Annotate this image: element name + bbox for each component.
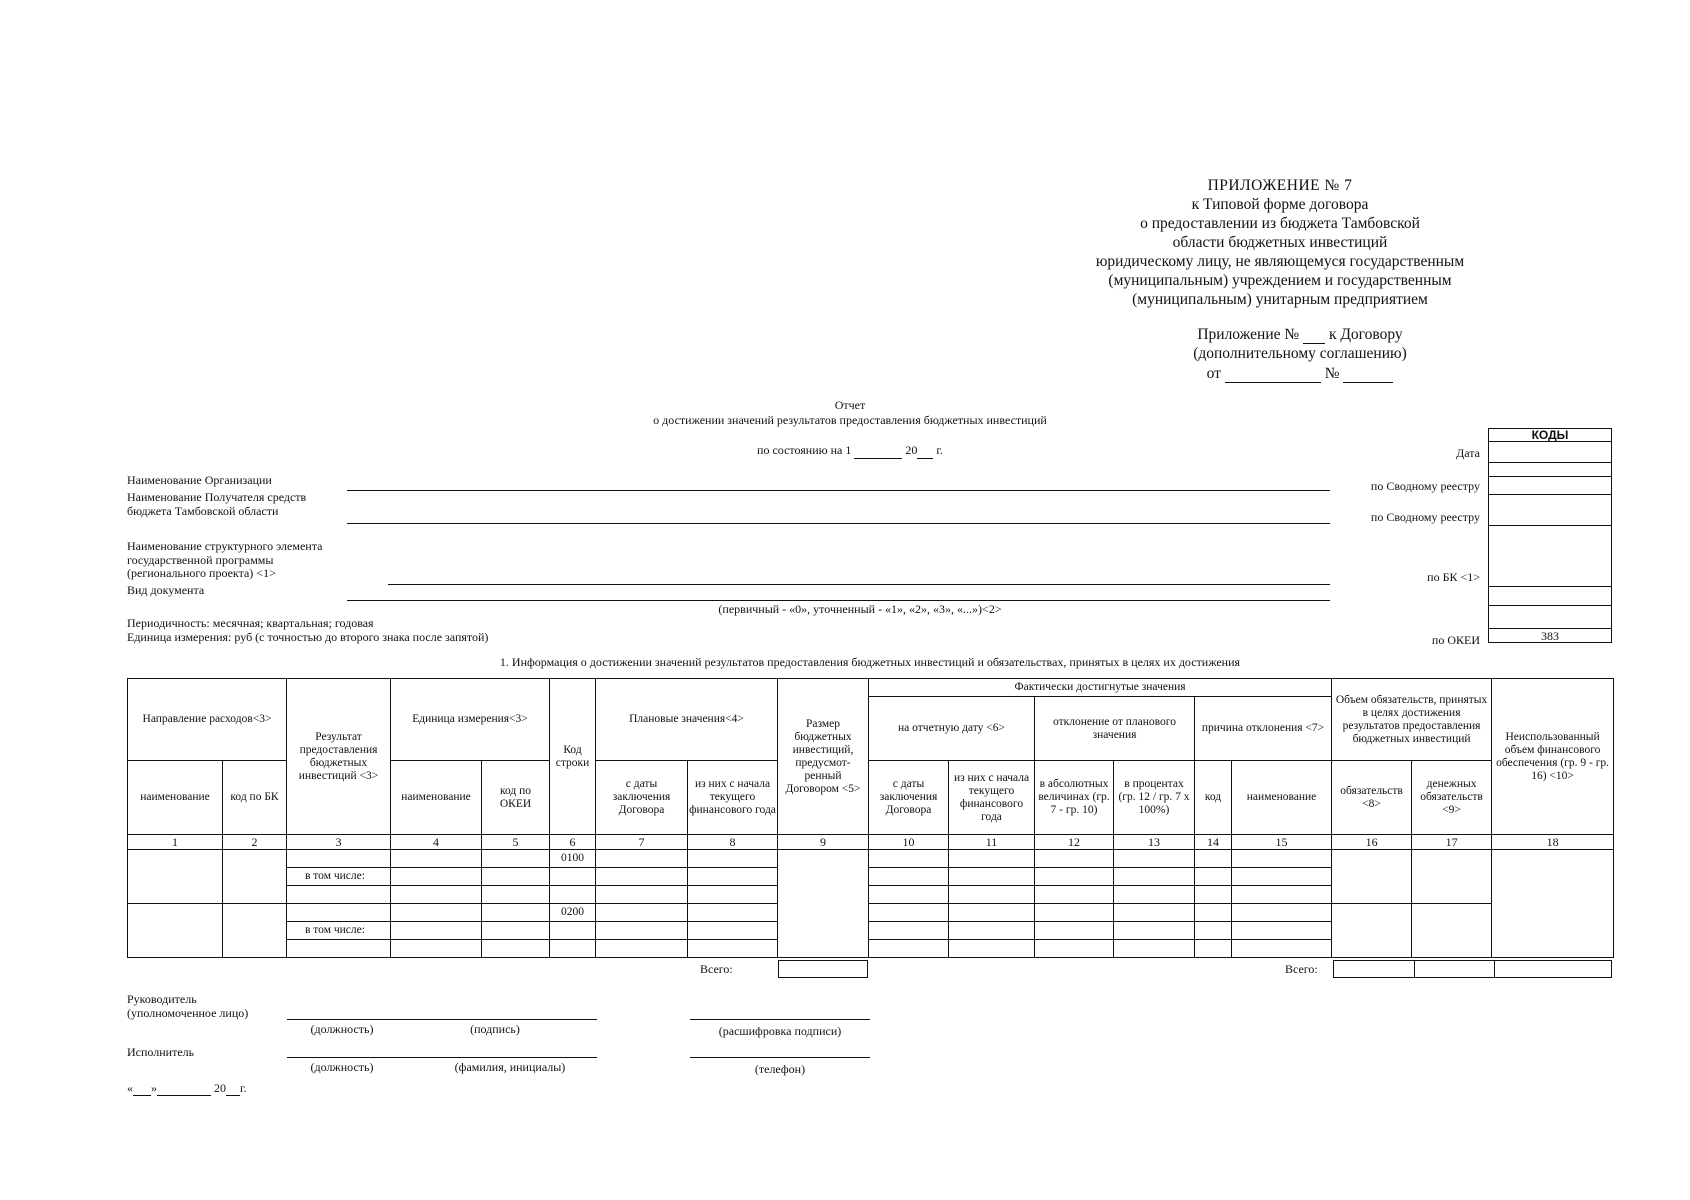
th-obligations: Объем обязательств, принятых в целях достижения результатов предоставления бюджетных инвестиций (1332, 679, 1492, 761)
as-of-year-prefix: 20 (905, 443, 918, 457)
as-of-month-field[interactable] (854, 443, 902, 459)
cell-value[interactable] (1195, 904, 1232, 922)
cell-value[interactable] (1232, 940, 1332, 958)
header-line: (муниципальным) унитарным предприятием (1132, 291, 1428, 308)
cell-value[interactable] (688, 940, 778, 958)
header-line: (муниципальным) учреждением и государственным (1108, 272, 1452, 289)
executor-sign-line[interactable] (287, 1057, 597, 1058)
column-numbers-row (128, 835, 1614, 850)
sign-date: « » 20 г. (127, 1081, 247, 1095)
doc-type-label: Вид документа (127, 583, 205, 597)
code-divider (1488, 605, 1612, 606)
cell-value[interactable] (596, 850, 688, 868)
appendix-header (1080, 176, 1480, 309)
cell-value[interactable] (1035, 868, 1114, 886)
header-line: к Типовой форме договора (1191, 196, 1369, 213)
cell-value[interactable] (869, 904, 949, 922)
signature-caption: (подпись) (470, 1022, 520, 1036)
date-month-field[interactable] (157, 1081, 211, 1096)
cell-value[interactable] (1035, 922, 1114, 940)
cell-value[interactable] (596, 886, 688, 904)
cell-value[interactable] (688, 904, 778, 922)
head-decoding-line[interactable] (690, 1019, 870, 1020)
cell-oblig[interactable] (1332, 904, 1412, 958)
report-title-block (600, 398, 1100, 428)
column-number: 17 (1412, 835, 1492, 850)
column-number: 9 (778, 835, 869, 850)
code-divider (1488, 586, 1612, 587)
okei-code-value: 383 (1541, 629, 1559, 643)
th-unused: Неиспользованный объем финансового обеспечения (гр. 9 - гр. 16) <10> (1492, 679, 1614, 835)
unit-label: Единица измерения: руб (с точностью до второго знака после запятой) (127, 630, 489, 644)
cell-value[interactable] (596, 940, 688, 958)
cell-value[interactable] (1114, 904, 1195, 922)
periodicity-label: Периодичность: месячная; квартальная; годовая (127, 616, 374, 630)
recipient-label: Наименование Получателя средств бюджета Тамбовской области (127, 490, 307, 518)
head-sign-line[interactable] (287, 1019, 597, 1020)
cell-value[interactable] (1114, 922, 1195, 940)
results-table (127, 678, 1614, 958)
column-number: 4 (391, 835, 482, 850)
th-direction: Направление расходов<3> (128, 679, 287, 761)
cell-line-code: 0100 (550, 850, 596, 868)
cell-value[interactable] (949, 850, 1035, 868)
position-caption-2: (должность) (310, 1060, 374, 1074)
column-number: 15 (1232, 835, 1332, 850)
cell-value[interactable] (1195, 868, 1232, 886)
cell-value[interactable] (1195, 922, 1232, 940)
column-number: 3 (287, 835, 391, 850)
as-of-label: по состоянию на 1 (757, 443, 852, 457)
cell-unit-name[interactable] (391, 850, 482, 868)
report-title: Отчет (834, 398, 866, 412)
th-actual: Фактически достигнутые значения (869, 679, 1332, 697)
cell-line-code: 0200 (550, 904, 596, 922)
appendix-no-label: № (1324, 365, 1340, 382)
org-name-field[interactable] (347, 490, 1330, 491)
report-subtitle: о достижении значений результатов предоставления бюджетных инвестиций (653, 413, 1047, 427)
including-label: в том числе: (287, 868, 391, 886)
including-label: в том числе: (287, 922, 391, 940)
cell-value[interactable] (1232, 904, 1332, 922)
cell-value[interactable] (949, 904, 1035, 922)
column-number: 5 (482, 835, 550, 850)
th-reason-name: наименование (1232, 761, 1332, 835)
th-deviation-abs: в абсолютных величинах (гр. 7 - гр. 10) (1035, 761, 1114, 835)
cell-value[interactable] (1114, 850, 1195, 868)
cell-value[interactable] (869, 940, 949, 958)
cell-unused[interactable] (1492, 850, 1614, 958)
code-divider (1488, 525, 1612, 526)
cell-investment-size[interactable] (778, 850, 869, 958)
column-number: 7 (596, 835, 688, 850)
th-unit-okei: код по ОКЕИ (482, 761, 550, 835)
codes-header: КОДЫ (1488, 428, 1612, 442)
cell-money-oblig[interactable] (1412, 850, 1492, 904)
okei-code-label: по ОКЕИ (1431, 633, 1480, 647)
position-caption: (должность) (310, 1022, 374, 1036)
total-label-1: Всего: (700, 962, 733, 976)
org-name-label: Наименование Организации (127, 473, 272, 487)
header-line: юридическому лицу, не являющемуся государственным (1095, 253, 1465, 270)
column-number: 1 (128, 835, 223, 850)
as-of-year-field[interactable] (917, 443, 933, 459)
cell-value[interactable] (1035, 904, 1114, 922)
cell-value[interactable] (1114, 886, 1195, 904)
column-number: 13 (1114, 835, 1195, 850)
svodny-registry-label-1: по Сводному реестру (1370, 479, 1480, 493)
table-row (128, 904, 1614, 922)
struct-element-label: Наименование структурного элемента государственной программы (регионального проекта) <1> (127, 539, 323, 580)
section-1-caption: 1. Информация о достижении значений результатов предоставления бюджетных инвестиций и обязательствах, принятых в целях их достижения (499, 655, 1241, 669)
cell-value[interactable] (596, 904, 688, 922)
head-label: Руководитель (уполномоченное лицо) (127, 992, 249, 1020)
cell-value[interactable] (391, 940, 482, 958)
cell-result[interactable] (287, 904, 391, 922)
column-number: 16 (1332, 835, 1412, 850)
cell-direction-name[interactable] (128, 904, 223, 958)
header-line: о предоставлении из бюджета Тамбовской (1140, 215, 1420, 232)
appendix-date-field[interactable] (1225, 363, 1321, 383)
cell-value[interactable] (596, 868, 688, 886)
code-divider (1488, 476, 1612, 477)
cell-value[interactable] (1232, 886, 1332, 904)
executor-phone-line[interactable] (690, 1057, 870, 1058)
appendix-no-field[interactable] (1343, 363, 1393, 383)
cell-oblig[interactable] (1332, 850, 1412, 904)
executor-label: Исполнитель (127, 1045, 195, 1059)
cell-result[interactable] (287, 850, 391, 868)
column-number: 8 (688, 835, 778, 850)
doc-type-hint: (первичный - «0», уточненный - «1», «2», «3», «...»)<2> (718, 602, 1002, 616)
doc-type-field[interactable] (347, 600, 1330, 601)
column-number: 18 (1492, 835, 1614, 850)
th-result: Результат предоставления бюджетных инвестиций <3> (287, 679, 391, 835)
total-investment-cell[interactable] (778, 960, 868, 978)
cell-value[interactable] (1035, 940, 1114, 958)
svodny-registry-label-2: по Сводному реестру (1370, 510, 1480, 524)
cell-value[interactable] (688, 886, 778, 904)
cell-value[interactable] (482, 922, 550, 940)
cell-value[interactable] (391, 886, 482, 904)
cell-value[interactable] (1035, 850, 1114, 868)
cell-value[interactable] (482, 940, 550, 958)
date-code-label: Дата (1456, 446, 1480, 460)
cell-value[interactable] (1114, 868, 1195, 886)
cell-value[interactable] (1232, 868, 1332, 886)
appendix-contract-label: к Договору (1328, 326, 1403, 343)
cell-value[interactable] (287, 940, 391, 958)
column-number: 12 (1035, 835, 1114, 850)
cell-unit-name[interactable] (391, 904, 482, 922)
cell-value[interactable] (287, 886, 391, 904)
appendix-label: Приложение № (1197, 326, 1300, 343)
th-planned-year: из них с начала текущего финансового года (688, 761, 778, 835)
code-divider (1488, 462, 1612, 463)
th-investment-size: Размер бюджетных инвестиций, предусмот-ренный Договором <5> (778, 679, 869, 835)
cell-value[interactable] (949, 922, 1035, 940)
contract-appendix-block (1160, 324, 1440, 383)
column-number: 6 (550, 835, 596, 850)
appendix-supplement-label: (дополнительному соглашению) (1193, 345, 1407, 362)
cell-value[interactable] (1114, 940, 1195, 958)
date-year-field[interactable] (226, 1081, 240, 1096)
th-deviation: отклонение от планового значения (1035, 697, 1195, 761)
cell-value[interactable] (550, 940, 596, 958)
th-unit-name: наименование (391, 761, 482, 835)
th-direction-name: наименование (128, 761, 223, 835)
recipient-name-field[interactable] (347, 523, 1330, 524)
cell-value[interactable] (391, 922, 482, 940)
appendix-number-field[interactable] (1303, 324, 1325, 344)
cell-money-oblig[interactable] (1412, 904, 1492, 958)
cell-value[interactable] (1195, 940, 1232, 958)
column-number: 2 (223, 835, 287, 850)
th-planned: Плановые значения<4> (596, 679, 778, 761)
cell-value[interactable] (1195, 850, 1232, 868)
cell-value[interactable] (1035, 886, 1114, 904)
th-deviation-pct: в процентах (гр. 12 / гр. 7 х 100%) (1114, 761, 1195, 835)
cell-value[interactable] (482, 886, 550, 904)
cell-value[interactable] (550, 868, 596, 886)
fio-caption: (фамилия, инициалы) (454, 1060, 566, 1074)
cell-value[interactable] (1195, 886, 1232, 904)
header-line: области бюджетных инвестиций (1172, 234, 1388, 251)
cell-value[interactable] (869, 922, 949, 940)
cell-value[interactable] (482, 868, 550, 886)
th-money-oblig: денежных обязательств <9> (1412, 761, 1492, 835)
cell-value[interactable] (869, 886, 949, 904)
th-direction-code: код по БК (223, 761, 287, 835)
total-label-2: Всего: (1285, 962, 1318, 976)
bk-code-label: по БК <1> (1427, 570, 1480, 584)
phone-caption: (телефон) (754, 1062, 806, 1076)
th-unit: Единица измерения<3> (391, 679, 550, 761)
th-reason: причина отклонения <7> (1195, 697, 1332, 761)
cell-direction-name[interactable] (128, 850, 223, 904)
cell-direction-code[interactable] (223, 850, 287, 904)
th-actual-contract: с даты заключения Договора (869, 761, 949, 835)
th-reason-code: код (1195, 761, 1232, 835)
cell-value[interactable] (1232, 850, 1332, 868)
cell-value[interactable] (949, 940, 1035, 958)
as-of-date (700, 443, 1000, 459)
cell-unit-okei[interactable] (482, 850, 550, 868)
cell-value[interactable] (596, 922, 688, 940)
cell-value[interactable] (949, 886, 1035, 904)
cell-value[interactable] (391, 868, 482, 886)
code-divider (1488, 494, 1612, 495)
cell-value[interactable] (949, 868, 1035, 886)
decoding-caption: (расшифровка подписи) (718, 1024, 842, 1038)
th-oblig: обязательств <8> (1332, 761, 1412, 835)
cell-value[interactable] (550, 922, 596, 940)
table-row (128, 850, 1614, 868)
as-of-year-suffix: г. (936, 443, 943, 457)
cell-value[interactable] (688, 922, 778, 940)
column-number: 10 (869, 835, 949, 850)
th-planned-contract: с даты заключения Договора (596, 761, 688, 835)
th-line-code: Код строки (550, 679, 596, 835)
appendix-from-label: от (1206, 365, 1221, 382)
th-report-date: на отчетную дату <6> (869, 697, 1035, 761)
cell-value[interactable] (688, 868, 778, 886)
cell-value[interactable] (869, 850, 949, 868)
cell-value[interactable] (688, 850, 778, 868)
cell-unit-okei[interactable] (482, 904, 550, 922)
column-number: 11 (949, 835, 1035, 850)
column-number: 14 (1195, 835, 1232, 850)
appendix-number: ПРИЛОЖЕНИЕ № 7 (1207, 177, 1353, 194)
cell-value[interactable] (1232, 922, 1332, 940)
cell-value[interactable] (869, 868, 949, 886)
cell-value[interactable] (550, 886, 596, 904)
struct-element-field[interactable] (388, 584, 1330, 585)
codes-box (1488, 428, 1612, 643)
th-actual-year: из них с начала текущего финансового года (949, 761, 1035, 835)
date-day-field[interactable] (133, 1081, 151, 1096)
total-obligations-cells[interactable] (1333, 960, 1612, 978)
cell-direction-code[interactable] (223, 904, 287, 958)
